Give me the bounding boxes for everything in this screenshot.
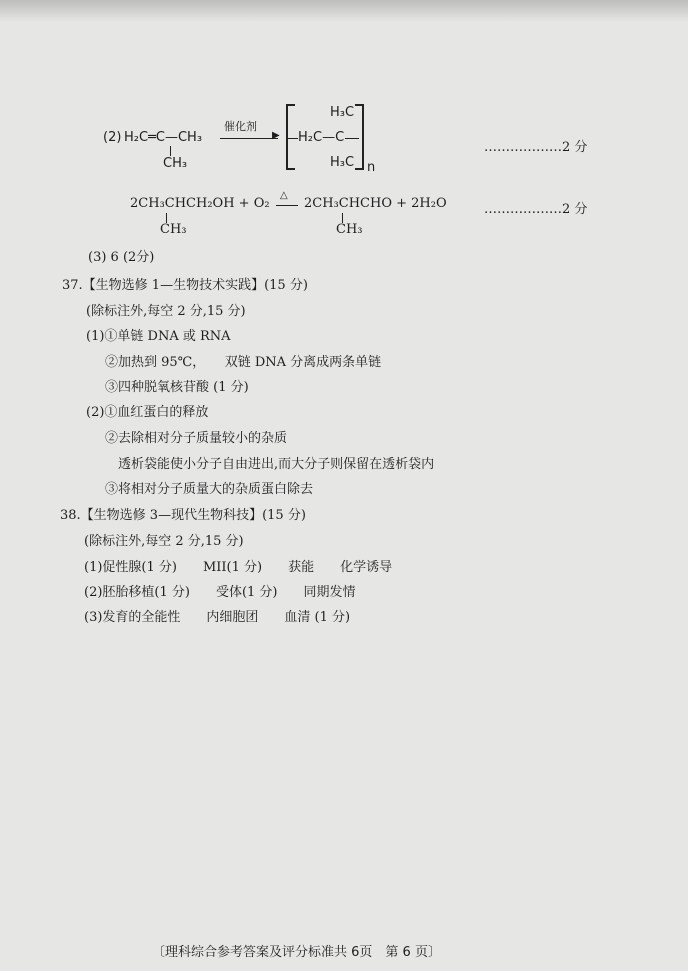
q38-line: (1)促性腺(1 分) MII(1 分) 获能 化学诱导 xyxy=(84,560,393,575)
eq1-score: ………………2 分 xyxy=(484,140,588,155)
q38-line: (2)胚胎移植(1 分) 受体(1 分) 同期发情 xyxy=(84,585,356,600)
eq1-branch: CH₃ xyxy=(163,156,188,171)
q37-line: ③四种脱氧核苷酸 (1 分) xyxy=(105,380,249,395)
q38-note: (除标注外,每空 2 分,15 分) xyxy=(84,534,244,549)
q37-line: (1)①单链 DNA 或 RNA xyxy=(86,329,231,344)
reaction-arrow-2 xyxy=(276,205,298,206)
eq1-label: (2) xyxy=(103,130,122,145)
reaction-arrow xyxy=(220,138,278,139)
q37-line: ③将相对分子质量大的杂质蛋白除去 xyxy=(105,482,314,497)
q37-line: ②加热到 95℃， 双链 DNA 分离成两条单链 xyxy=(105,355,382,370)
polymer-n: n xyxy=(367,160,376,175)
product-bottom: H₃C xyxy=(330,155,355,170)
q37-line: 透析袋能使小分子自由进出,而大分子则保留在透析袋内 xyxy=(118,457,435,472)
q37-title: 37.【生物选修 1—生物技术实践】(15 分) xyxy=(62,278,308,293)
answer-3: (3) 6 (2分) xyxy=(88,250,155,265)
product-main: H₂C—C xyxy=(298,130,345,145)
eq2-reactant-branch: CH₃ xyxy=(160,222,187,237)
eq2-product: 2CH₃CHCHO + 2H₂O xyxy=(304,196,447,211)
right-bracket xyxy=(355,104,364,170)
eq2-product-branch: CH₃ xyxy=(336,222,363,237)
product-top: H₃C xyxy=(330,105,355,120)
scan-edge xyxy=(0,0,688,22)
q38-line: (3)发育的全能性 内细胞团 血清 (1 分) xyxy=(84,610,351,625)
eq1-reactant: H₂C═C—CH₃ xyxy=(124,130,203,145)
left-bracket xyxy=(286,104,295,170)
q37-line: (2)①血红蛋白的释放 xyxy=(86,405,209,420)
page-footer: 〔理科综合参考答案及评分标准共 6页 第 6 页〕 xyxy=(152,945,441,960)
eq2-score: ………………2 分 xyxy=(484,202,588,217)
q38-title: 38.【生物选修 3—现代生物科技】(15 分) xyxy=(60,508,306,523)
heat-symbol: △ xyxy=(280,190,288,201)
q37-line: ②去除相对分子质量较小的杂质 xyxy=(105,431,288,446)
eq2-reactant: 2CH₃CHCH₂OH + O₂ xyxy=(130,196,270,211)
q37-note: (除标注外,每空 2 分,15 分) xyxy=(86,304,246,319)
catalyst-label: 催化剂 xyxy=(224,120,257,133)
